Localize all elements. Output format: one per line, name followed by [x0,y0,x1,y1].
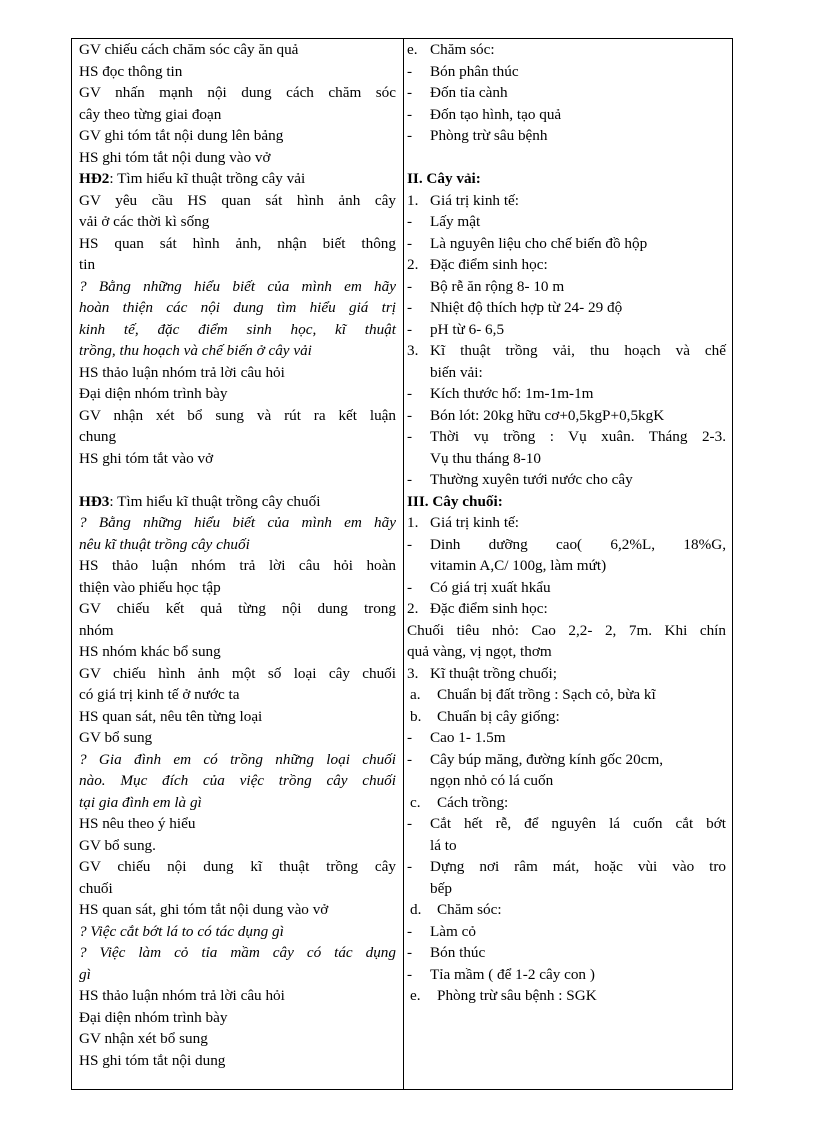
list-item [407,190,726,212]
text-line: HS đọc thông tin [79,62,183,80]
list-item [407,405,726,427]
bullet-dash: - [407,84,413,101]
item-text: Có giá trị xuất hkẩu [430,578,551,596]
list-item [407,534,726,556]
item-text: Dựng nơi râm mát, hoặc vùi vào tro [430,858,726,875]
text-line: GV chiếu hình ảnh một số loại cây chuối [79,664,396,682]
item-text-continued: vitamin A,C/ 100g, làm mứt) [430,557,607,574]
text-line: HS quan sát hình ảnh, nhận biết thông [79,234,396,252]
item-text-continued: lá to [430,836,457,854]
bullet-dash: - [407,471,413,488]
teacher-student-activities-column [72,39,404,1089]
bullet-dash: - [407,406,413,424]
item-text: Bộ rễ ăn rộng 8- 10 m [430,277,565,295]
question-line: ? Việc làm cỏ tỉa mầm cây có tác dụng [79,944,396,961]
text-line: GV nhấn mạnh nội dung cách chăm sóc [79,84,396,101]
lesson-content-column [404,39,732,1089]
list-item [407,61,726,83]
item-text: Nhiệt độ thích hợp từ 24- 29 độ [430,299,623,316]
list-item [407,39,726,61]
bullet-dash: - [407,277,413,295]
text-line: chuối [79,879,113,897]
list-item [407,706,726,728]
list-item [407,319,726,341]
list-item [407,942,726,964]
text-line: HS ghi tóm tắt nội dung [79,1051,226,1069]
text-line: HS thảo luận nhóm trả lời câu hỏi [79,987,285,1004]
text-line: GV bổ sung. [79,836,156,854]
list-item [407,383,726,405]
text-line: Đại diện nhóm trình bày [79,385,228,402]
spacer [407,147,726,169]
hd2-label: HĐ2 [79,170,110,187]
text-line: GV ghi tóm tắt nội dung lên bảng [79,127,284,144]
item-number: 2. [407,256,419,273]
list-item [407,276,726,298]
list-item [407,921,726,943]
question-line: ? Gia đình em có trồng những loại chuối [79,750,396,768]
item-text: Bón lót: 20kg hữu cơ+0,5kgP+0,5kgK [430,406,665,424]
text-line: GV chiếu kết quả từng nội dung trong [79,600,396,617]
item-text: Cắt hết rễ, để nguyên lá cuốn cắt bớt [430,815,726,832]
item-text: Làm cỏ [430,922,476,940]
question-line: nêu kĩ thuật trồng cây chuối [79,535,250,553]
text-line: Đại diện nhóm trình bày [79,1008,228,1026]
list-item [407,254,726,276]
text-line: HS quan sát, nêu tên từng loại [79,707,263,725]
item-number: 2. [407,600,419,617]
list-item [407,813,726,835]
text-line: HS nêu theo ý hiểu [79,815,196,832]
list-item [407,749,726,771]
bullet-dash: - [407,535,413,553]
text-line: nhóm [79,621,114,639]
bullet-dash: - [407,965,413,983]
question-line: gì [79,965,91,983]
text-line: GV bổ sung [79,729,153,746]
question-line: ? Việc cắt bớt lá to có tác dụng gì [79,922,284,940]
item-letter: d. [410,901,422,918]
question-line: ? Bằng những hiểu biết của mình em hãy [79,514,396,531]
item-number: 1. [407,514,419,531]
item-text: Đặc điểm sinh học: [430,256,548,273]
list-item [407,233,726,255]
list-item [407,469,726,491]
bullet-dash: - [407,385,413,402]
list-item [407,426,726,448]
bullet-dash: - [407,750,413,768]
list-item [407,211,726,233]
item-text: Thường xuyên tưới nước cho cây [430,471,633,488]
bullet-dash: - [407,729,413,746]
text-line: HS ghi tóm tắt vào vở [79,449,214,467]
question-line: tại gia đình em là gì [79,793,202,811]
item-text-continued: Vụ thu tháng 8-10 [430,449,541,467]
bullet-dash: - [407,944,413,961]
item-text: Chăm sóc: [430,41,495,58]
text-line: HS ghi tóm tắt nội dung vào vở [79,148,271,166]
hd2-text: : Tìm hiểu kĩ thuật trồng cây vải [109,170,306,187]
item-text: Kích thước hố: 1m-1m-1m [430,385,594,402]
text-line: chung [79,428,117,445]
item-text: Bón thúc [430,944,486,961]
list-item [407,663,726,685]
text-line: quả vàng, vị ngọt, thơm [407,643,552,660]
item-text: pH từ 6- 6,5 [430,320,505,338]
item-text: Đốn tỉa cành [430,84,508,101]
list-item [407,340,726,362]
item-text: Thời vụ trồng : Vụ xuân. Tháng 2-3. [430,428,726,445]
list-item [407,104,726,126]
bullet-dash: - [407,320,413,338]
text-line: HS thảo luận nhóm trả lời câu hỏi hoàn [79,557,396,574]
bullet-dash: - [407,578,413,596]
item-text: Kĩ thuật trồng chuối; [430,664,557,682]
question-line: hoàn thiện các nội dung tìm hiểu giá trị [79,299,396,316]
item-text: Giá trị kinh tế: [430,191,519,209]
item-letter: a. [410,686,421,703]
question-line: kinh tế, đặc điểm sinh học, kĩ thuật [79,320,396,338]
spacer [79,469,396,491]
item-text: Cao 1- 1.5m [430,729,506,746]
item-text: Đặc điểm sinh học: [430,600,548,617]
bullet-dash: - [407,62,413,80]
lesson-table [71,38,733,1090]
text-line: HS quan sát, ghi tóm tắt nội dung vào vở [79,901,329,918]
item-number: 3. [407,342,419,359]
item-text: Đốn tạo hình, tạo quả [430,105,562,123]
question-line: ? Bằng những hiểu biết của mình em hãy [79,277,396,295]
hd3-text: : Tìm hiểu kĩ thuật trồng cây chuối [109,492,321,510]
bullet-dash: - [407,234,413,252]
item-marker: e. [407,41,418,58]
bullet-dash: - [407,105,413,123]
list-item [407,727,726,749]
item-number: 1. [407,191,419,209]
text-line: GV yêu cầu HS quan sát hình ảnh cây [79,191,396,209]
list-item [407,684,726,706]
hd3-label: HĐ3 [79,492,110,510]
list-item [407,598,726,620]
item-text: Là nguyên liệu cho chế biến đồ hộp [430,234,648,252]
list-item [407,964,726,986]
question-line: nào. Mục đích của việc trồng cây chuối [79,772,396,789]
text-line: GV nhận xét bổ sung và rút ra kết luận [79,406,396,424]
item-text: Kĩ thuật trồng vải, thu hoạch và chế [430,342,726,359]
item-text: Chăm sóc: [437,901,502,918]
list-item [407,82,726,104]
bullet-dash: - [407,922,413,940]
question-line: trồng, thu hoạch và chế biến ở cây vải [79,342,312,359]
item-text: Chuẩn bị đất trồng : Sạch cỏ, bừa kĩ [437,686,656,703]
list-item [407,856,726,878]
text-line: cây theo từng giai đoạn [79,105,222,123]
text-line: HS thảo luận nhóm trả lời câu hỏi [79,363,285,381]
section-heading-cay-vai: II. Cây vải: [407,170,481,187]
list-item [407,985,726,1007]
text-line: GV nhận xét bổ sung [79,1030,208,1047]
item-text-continued: bếp [430,879,452,897]
text-line: thiện vào phiếu học tập [79,578,221,596]
list-item [407,577,726,599]
item-text: Lấy mật [430,213,481,230]
activity-heading-hd3 [79,491,396,513]
item-text-continued: ngọn nhỏ có lá cuốn [430,772,554,789]
item-letter: b. [410,707,422,725]
item-text: Phòng trừ sâu bệnh [430,127,548,144]
item-text: Giá trị kinh tế: [430,514,519,531]
text-line: HS nhóm khác bổ sung [79,643,221,660]
list-item [407,512,726,534]
item-letter: e. [410,987,421,1004]
item-letter: c. [410,793,421,811]
list-item [407,125,726,147]
item-text: Bón phân thúc [430,62,519,80]
item-text: Tỉa mầm ( để 1-2 cây con ) [430,965,595,983]
item-text: Cách trồng: [437,793,509,811]
text-line: Chuối tiêu nhỏ: Cao 2,2- 2, 7m. Khi chín [407,621,726,639]
list-item [407,792,726,814]
bullet-dash: - [407,858,413,875]
text-line: GV chiếu cách chăm sóc cây ăn quả [79,41,299,58]
text-line: có giá trị kinh tế ở nước ta [79,686,240,703]
text-line: tin [79,256,96,273]
item-number: 3. [407,664,419,682]
text-line: GV chiếu nội dung kĩ thuật trồng cây [79,858,396,875]
item-text: Cây búp măng, đường kính gốc 20cm, [430,750,664,768]
activity-heading-hd2 [79,168,396,190]
bullet-dash: - [407,213,413,230]
list-item [407,297,726,319]
item-text: Chuẩn bị cây giống: [437,707,560,725]
bullet-dash: - [407,299,413,316]
bullet-dash: - [407,127,413,144]
bullet-dash: - [407,428,413,445]
section-heading-cay-chuoi: III. Cây chuối: [407,492,503,510]
list-item [407,899,726,921]
item-text-continued: biến vải: [430,363,483,381]
item-text: Dinh dưỡng cao( 6,2%L, 18%G, [430,535,726,553]
text-line: vải ở các thời kì sống [79,213,210,230]
item-text: Phòng trừ sâu bệnh : SGK [437,987,597,1004]
bullet-dash: - [407,815,413,832]
